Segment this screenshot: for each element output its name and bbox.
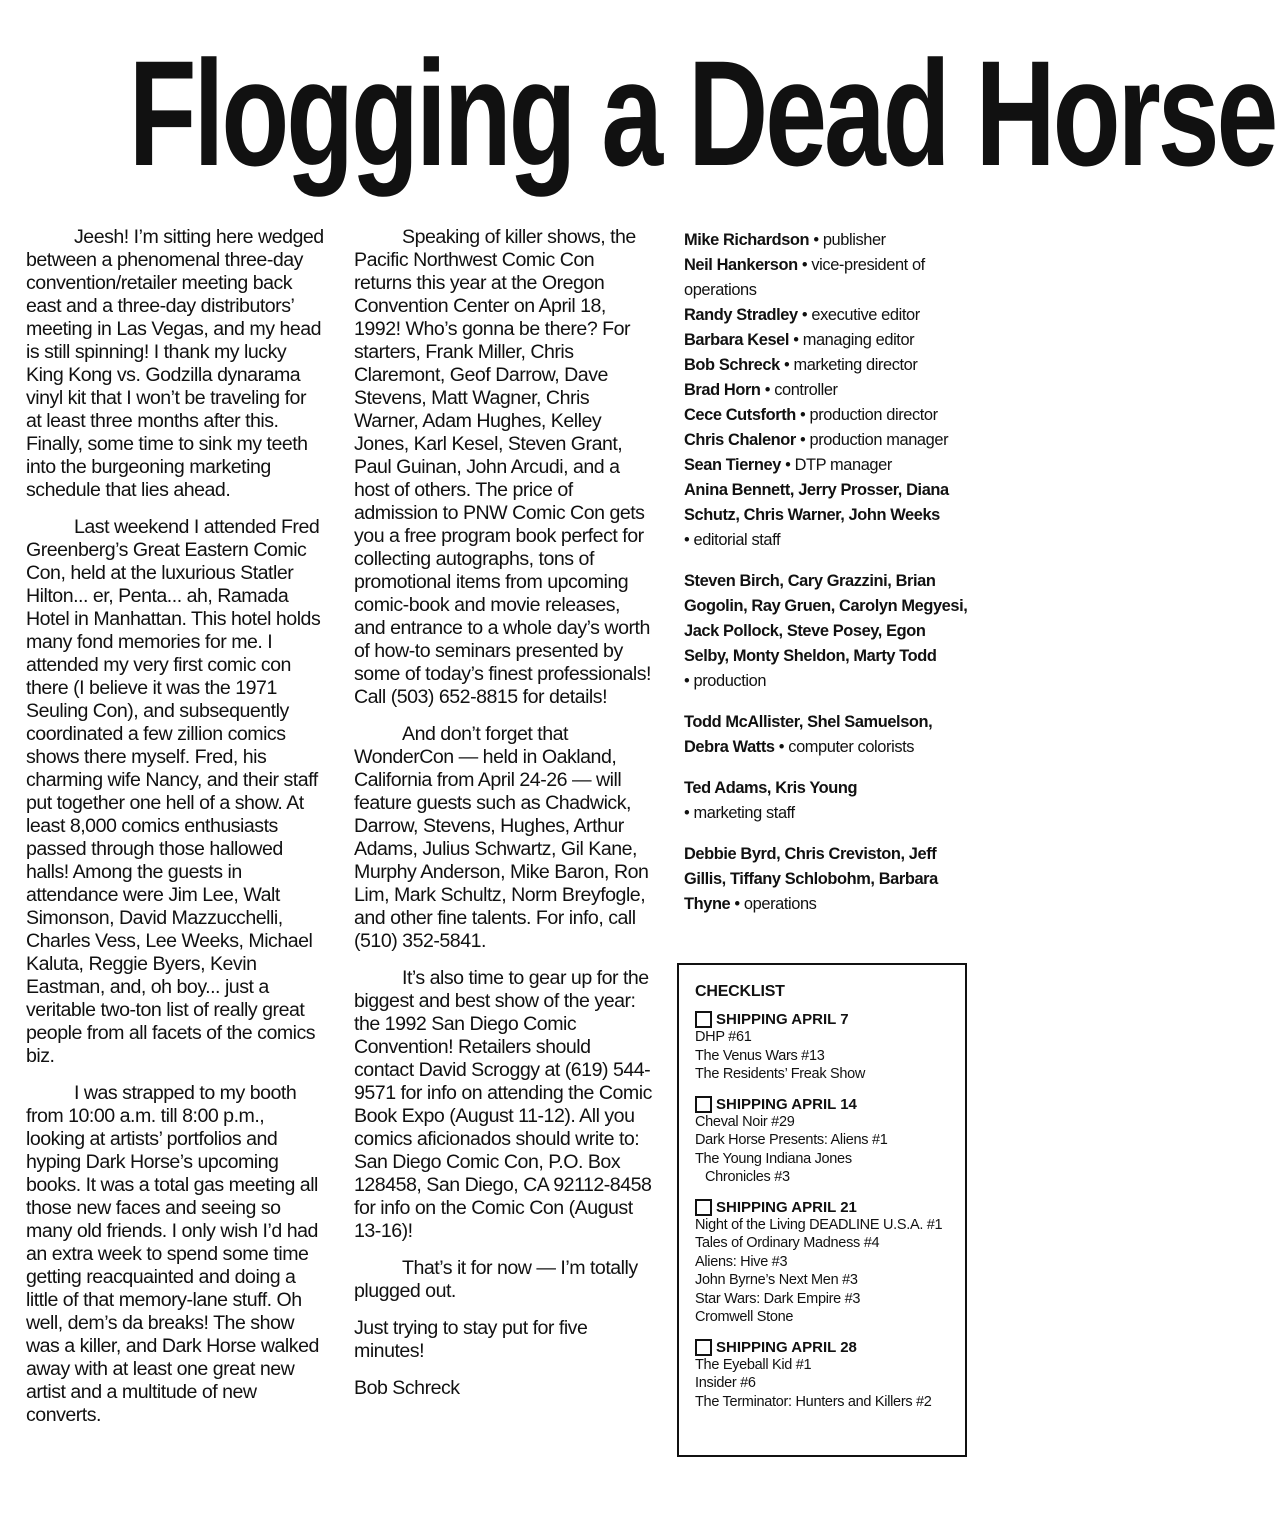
list-item: DHP #61	[695, 1029, 752, 1045]
staff-role: • editorial staff	[684, 531, 781, 549]
list-item: John Byrne’s Next Men #3	[695, 1272, 858, 1288]
closing-line: Just trying to stay put for five minutes!	[354, 1317, 588, 1362]
staff-name: Brad Horn	[684, 381, 761, 399]
list-item: Cromwell Stone	[695, 1309, 794, 1325]
staff-entry	[684, 353, 974, 378]
shipping-list	[695, 1216, 951, 1327]
list-item: Tales of Ordinary Madness #4	[695, 1235, 880, 1251]
staff-name: Mike Richardson	[684, 231, 810, 249]
paragraph: It’s also time to gear up for the biggest and best show of the year: the 1992 San Diego Comic Convention! Retailers should contact David Scroggy at (619) 544-9571 for info on attending the Comic Book Expo (August 11-12). All you comics aficionados should write to: San Diego Comic Con, P.O. Box 128458, San Diego, CA 92112-8458 for info on the Comic Con (August 13-16)!	[354, 967, 652, 1242]
checkbox[interactable]	[695, 1011, 712, 1028]
list-item: Dark Horse Presents: Aliens #1	[695, 1132, 888, 1148]
staff-name: Cece Cutsforth	[684, 406, 796, 424]
staff-entry	[684, 428, 974, 453]
staff-name: Sean Tierney	[684, 456, 781, 474]
list-item: Cheval Noir #29	[695, 1113, 795, 1130]
column-one	[26, 226, 326, 1441]
paragraph: And don’t forget that WonderCon — held in Oakland, California from April 24-26 — will feature guests such as Chadwick, Darrow, Stevens, Hughes, Arthur Adams, Julius Schwartz, Gil Kane, Murphy Anderson, Mike Baron, Ron Lim, Mark Schultz, Norm Breyfogle, and other fine talents. For info, call (510) 352-5841.	[354, 723, 649, 952]
staff-operations	[684, 842, 974, 917]
staff-editorial	[684, 478, 974, 553]
checkbox[interactable]	[695, 1339, 712, 1356]
shipping-label: SHIPPING APRIL 21	[716, 1198, 857, 1216]
staff-names: Anina Bennett, Jerry Prosser, Diana Schutz, Chris Warner, John Weeks	[684, 481, 949, 524]
staff-role: • DTP manager	[780, 456, 892, 474]
checkbox[interactable]	[695, 1199, 712, 1216]
staff-role: • production manager	[795, 431, 949, 449]
staff-role: • publisher	[809, 231, 886, 249]
staff-names: Steven Birch, Cary Grazzini, Brian Gogolin, Ray Gruen, Carolyn Megyesi, Jack Pollock, Steve Posey, Egon Selby, Monty Sheldon, Marty Todd	[684, 572, 968, 665]
staff-role: • marketing staff	[684, 804, 795, 822]
staff-role: • managing editor	[789, 331, 915, 349]
paragraph: Last weekend I attended Fred Greenberg’s Great Eastern Comic Con, held at the luxurious Statler Hilton... er, Penta... ah, Ramada Hotel in Manhattan. This hotel holds many fond memories for me. I attended my very first comic con there (I believe it was the 1971 Seuling Con), and subsequently coordinated a few zillion comics shows there myself. Fred, his charming wife Nancy, and their staff put together one hell of a show. At least 8,000 comics enthusiasts passed through those hallowed halls! Among the guests in attendance were Jim Lee, Walt Simonson, David Mazzucchelli, Charles Vess, Lee Weeks, Michael Kaluta, Reggie Byers, Kevin Eastman, and, oh boy... just a veritable two-ton list of really great people from all facets of the comics biz.	[26, 516, 321, 1067]
checkbox[interactable]	[695, 1096, 712, 1113]
list-item: The Eyeball Kid #1	[695, 1356, 812, 1373]
list-item: The Venus Wars #13	[695, 1047, 825, 1064]
staff-officers	[684, 228, 974, 478]
staff-role: • operations	[730, 895, 817, 913]
staff-production	[684, 569, 974, 694]
page-title: Flogging a Dead Horse	[128, 29, 1275, 197]
staff-entry	[684, 403, 974, 428]
staff-entry	[684, 378, 974, 403]
paragraph: Speaking of killer shows, the Pacific Northwest Comic Con returns this year at the Oregon Convention Center on April 18, 1992! Who’s gonna be there? For starters, Frank Miller, Chris Claremont, Geof Darrow, Dave Stevens, Matt Wagner, Chris Warner, Adam Hughes, Kelley Jones, Karl Kesel, Steven Grant, Paul Guinan, John Arcudi, and a host of others. The price of admission to PNW Comic Con gets you a free program book perfect for collecting autographs, tons of promotional items from upcoming comic-book and movie releases, and entrance to a whole day’s worth of how-to seminars presented by some of today’s finest professionals! Call (503) 652-8815 for details!	[354, 226, 651, 708]
shipping-heading	[695, 1339, 951, 1356]
staff-role: • computer colorists	[774, 738, 915, 756]
staff-role: • marketing director	[779, 356, 918, 374]
shipping-list	[695, 1113, 951, 1187]
staff-masthead	[684, 228, 974, 933]
paragraph: That’s it for now — I’m totally plugged out.	[354, 1257, 638, 1302]
shipping-list	[695, 1028, 951, 1084]
shipping-list	[695, 1356, 951, 1412]
shipping-heading	[695, 1011, 951, 1028]
shipping-heading	[695, 1096, 951, 1113]
staff-entry	[684, 328, 974, 353]
paragraph: I was strapped to my booth from 10:00 a.m. till 8:00 p.m., looking at artists’ portfolios and hyping Dark Horse’s upcoming books. It was a total gas meeting all those new faces and seeing so many old friends. I only wish I’d had an extra week to spend some time getting reacquainted and doing a little of that memory-lane stuff. Oh well, dem’s da breaks! The show was a killer, and Dark Horse walked away with at least one great new artist and a multitude of new converts.	[26, 1082, 319, 1426]
staff-entry	[684, 253, 974, 303]
paragraph: Jeesh! I’m sitting here wedged between a phenomenal three-day convention/retailer meeting back east and a three-day distributors’ meeting in Las Vegas, and my head is still spinning! I thank my lucky King Kong vs. Godzilla dynarama vinyl kit that I won’t be traveling for at least three months after this. Finally, some time to sink my teeth into the burgeoning marketing schedule that lies ahead.	[26, 226, 324, 501]
staff-entry	[684, 228, 974, 253]
staff-names: Debbie Byrd, Chris Creviston, Jeff Gillis, Tiffany Schlobohm, Barbara Thyne	[684, 845, 938, 913]
list-item: The Residents’ Freak Show	[695, 1066, 866, 1082]
staff-name: Bob Schreck	[684, 356, 780, 374]
staff-marketing	[684, 776, 974, 826]
column-two	[354, 226, 654, 1414]
staff-names: Todd McAllister, Shel Samuelson, Debra Watts	[684, 713, 933, 756]
staff-entry	[684, 453, 974, 478]
staff-name: Chris Chalenor	[684, 431, 796, 449]
checklist-heading: CHECKLIST	[695, 983, 785, 1000]
staff-role: • vice-president of operations	[684, 256, 925, 299]
list-item: Chronicles #3	[705, 1169, 790, 1185]
list-item: Aliens: Hive #3	[695, 1253, 788, 1270]
staff-name: Neil Hankerson	[684, 256, 798, 274]
staff-colorists	[684, 710, 974, 760]
signature: Bob Schreck	[354, 1377, 460, 1399]
shipping-heading	[695, 1199, 951, 1216]
shipping-label: SHIPPING APRIL 14	[716, 1095, 857, 1113]
list-item: Night of the Living DEADLINE U.S.A. #1	[695, 1216, 943, 1233]
shipping-label: SHIPPING APRIL 7	[716, 1011, 849, 1028]
staff-name: Barbara Kesel	[684, 331, 790, 349]
staff-role: • controller	[760, 381, 838, 399]
checklist-box	[677, 963, 967, 1457]
list-item: Insider #6	[695, 1375, 756, 1391]
staff-role: • production director	[795, 406, 938, 424]
staff-names: Ted Adams, Kris Young	[684, 779, 858, 797]
list-item: Star Wars: Dark Empire #3	[695, 1290, 861, 1307]
shipping-label: SHIPPING APRIL 28	[716, 1338, 857, 1356]
staff-role: • executive editor	[797, 306, 920, 324]
staff-role: • production	[684, 672, 767, 690]
list-item: The Terminator: Hunters and Killers #2	[695, 1393, 932, 1410]
staff-name: Randy Stradley	[684, 306, 798, 324]
staff-entry	[684, 303, 974, 328]
list-item: The Young Indiana Jones	[695, 1150, 852, 1167]
